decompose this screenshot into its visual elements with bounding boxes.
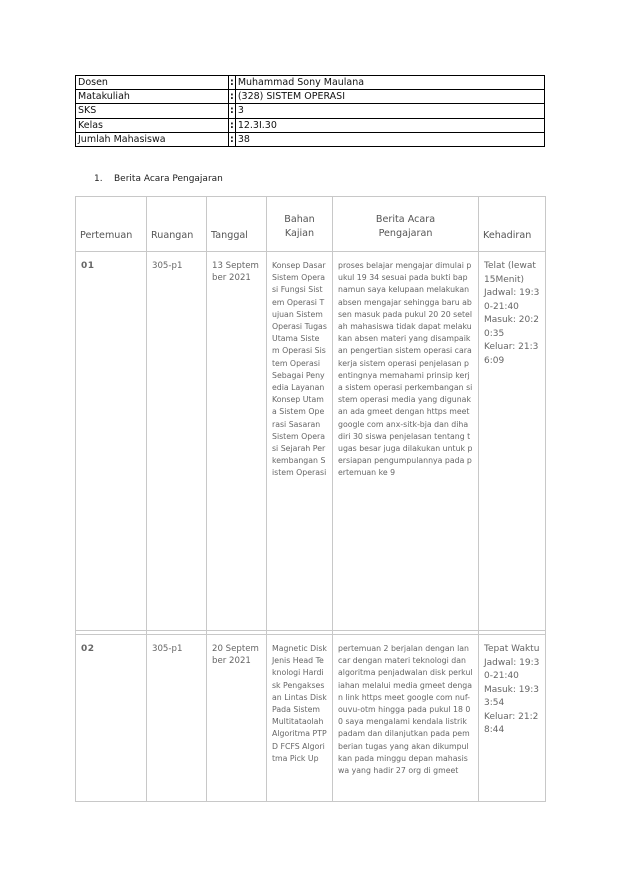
header-bahan-line1: Bahan: [284, 214, 315, 225]
info-label: SKS: [76, 104, 229, 118]
info-colon: :: [230, 105, 234, 117]
table-row: [76, 635, 546, 802]
cell-berita-acara: proses belajar mengajar dimulai pukul 19 34 sesuai pada bukti bap namun saya kelupaan melakukan absen mengajar sehingga baru absen masuk pada pukul 20 20 setelah mahasiswa tidak dapat melakukan absen materi yang disampaikan pengertian sistem operasi cara kerja sistem operasi penjelasan pentingnya memahami prinsip kerja sistem operasi perkembangan sistem operasi media yang digunakan ada gmeet dengan https meet google com anx-sitk-bja dan dihadiri 30 siswa penjelasan tentang tugas besar juga dilakukan untuk persiapan pengumpulannya pada pertemuan ke 9: [333, 252, 479, 631]
info-value: 38: [235, 132, 544, 146]
info-colon: :: [230, 91, 234, 103]
info-row-matakuliah: [76, 90, 545, 104]
info-label: Dosen: [76, 76, 229, 90]
info-row-jumlah-mahasiswa: [76, 132, 545, 146]
cell-ruangan: 305-p1: [147, 252, 207, 631]
kehadiran-status: Telat (lewat 15Menit): [484, 261, 536, 285]
header-bahan-line2: Kajian: [284, 228, 315, 239]
kehadiran-masuk: Masuk: 20:20:35: [484, 315, 539, 339]
header-berita-acara: [333, 197, 479, 252]
cell-ruangan: 305-p1: [147, 635, 207, 802]
header-pertemuan: Pertemuan: [76, 197, 147, 252]
info-row-sks: [76, 104, 545, 118]
info-value: Muhammad Sony Maulana: [235, 76, 544, 90]
kehadiran-keluar: Keluar: 21:28:44: [484, 711, 539, 735]
info-colon: :: [230, 119, 234, 131]
info-colon: :: [230, 133, 234, 145]
cell-kehadiran: [479, 252, 546, 631]
cell-tanggal: 20 September 2021: [207, 635, 267, 802]
header-kehadiran: Kehadiran: [479, 197, 546, 252]
kehadiran-keluar: Keluar: 21:36:09: [484, 342, 539, 366]
cell-pertemuan: 01: [76, 252, 147, 631]
info-colon: :: [230, 77, 234, 89]
info-label: Jumlah Mahasiswa: [76, 132, 229, 146]
section-number: 1.: [94, 174, 103, 184]
header-berita-line2: Pengajaran: [378, 228, 433, 239]
cell-tanggal: 13 September 2021: [207, 252, 267, 631]
table-row: [76, 252, 546, 631]
cell-berita-acara: pertemuan 2 berjalan dengan lancar dengan materi teknologi dan algoritma penjadwalan disk perkuliahan melalui media gmeet dengan link https meet google com nuf-ouvu-otm hingga pada pukul 18 00 saya mengalami kendala listrik padam dan dilanjutkan pada pemberian tugas yang akan dikumpulkan pada minggu depan mahasiswa yang hadir 27 org di gmeet: [333, 635, 479, 802]
cell-kehadiran: [479, 635, 546, 802]
cell-pertemuan: 02: [76, 635, 147, 802]
info-value: 3: [235, 104, 544, 118]
header-tanggal: Tanggal: [207, 197, 267, 252]
header-bahan-kajian: [267, 197, 333, 252]
header-berita-line1: Berita Acara: [375, 214, 436, 225]
info-row-kelas: [76, 118, 545, 132]
info-value: (328) SISTEM OPERASI: [235, 90, 544, 104]
section-heading: [94, 174, 223, 184]
info-row-dosen: [76, 76, 545, 90]
header-ruangan: Ruangan: [147, 197, 207, 252]
kehadiran-jadwal: Jadwal: 19:30-21:40: [484, 288, 540, 312]
info-label: Kelas: [76, 118, 229, 132]
kehadiran-masuk: Masuk: 19:33:54: [484, 684, 539, 708]
table-header-row: [76, 197, 546, 252]
teaching-report-table: [75, 196, 546, 802]
info-label: Matakuliah: [76, 90, 229, 104]
course-info-table: [75, 75, 545, 147]
kehadiran-jadwal: Jadwal: 19:30-21:40: [484, 657, 540, 681]
cell-bahan-kajian: Konsep Dasar Sistem Operasi Fungsi Sistem Operasi Tujuan Sistem Operasi Tugas Utama Sistem Operasi Sistem Operasi Sebagai Penyedia Layanan Konsep Utama Sistem Operasi Sasaran Sistem Operasi Sejarah Perkembangan Sistem Operasi: [267, 252, 333, 631]
cell-bahan-kajian: Magnetic Disk Jenis Head Teknologi Hardisk Pengaksesan Lintas Disk Pada Sistem Multitataolah Algoritma PTPD FCFS Algoritma Pick Up: [267, 635, 333, 802]
info-value: 12.3I.30: [235, 118, 544, 132]
kehadiran-status: Tepat Waktu: [484, 644, 540, 654]
section-title: Berita Acara Pengajaran: [114, 174, 223, 184]
